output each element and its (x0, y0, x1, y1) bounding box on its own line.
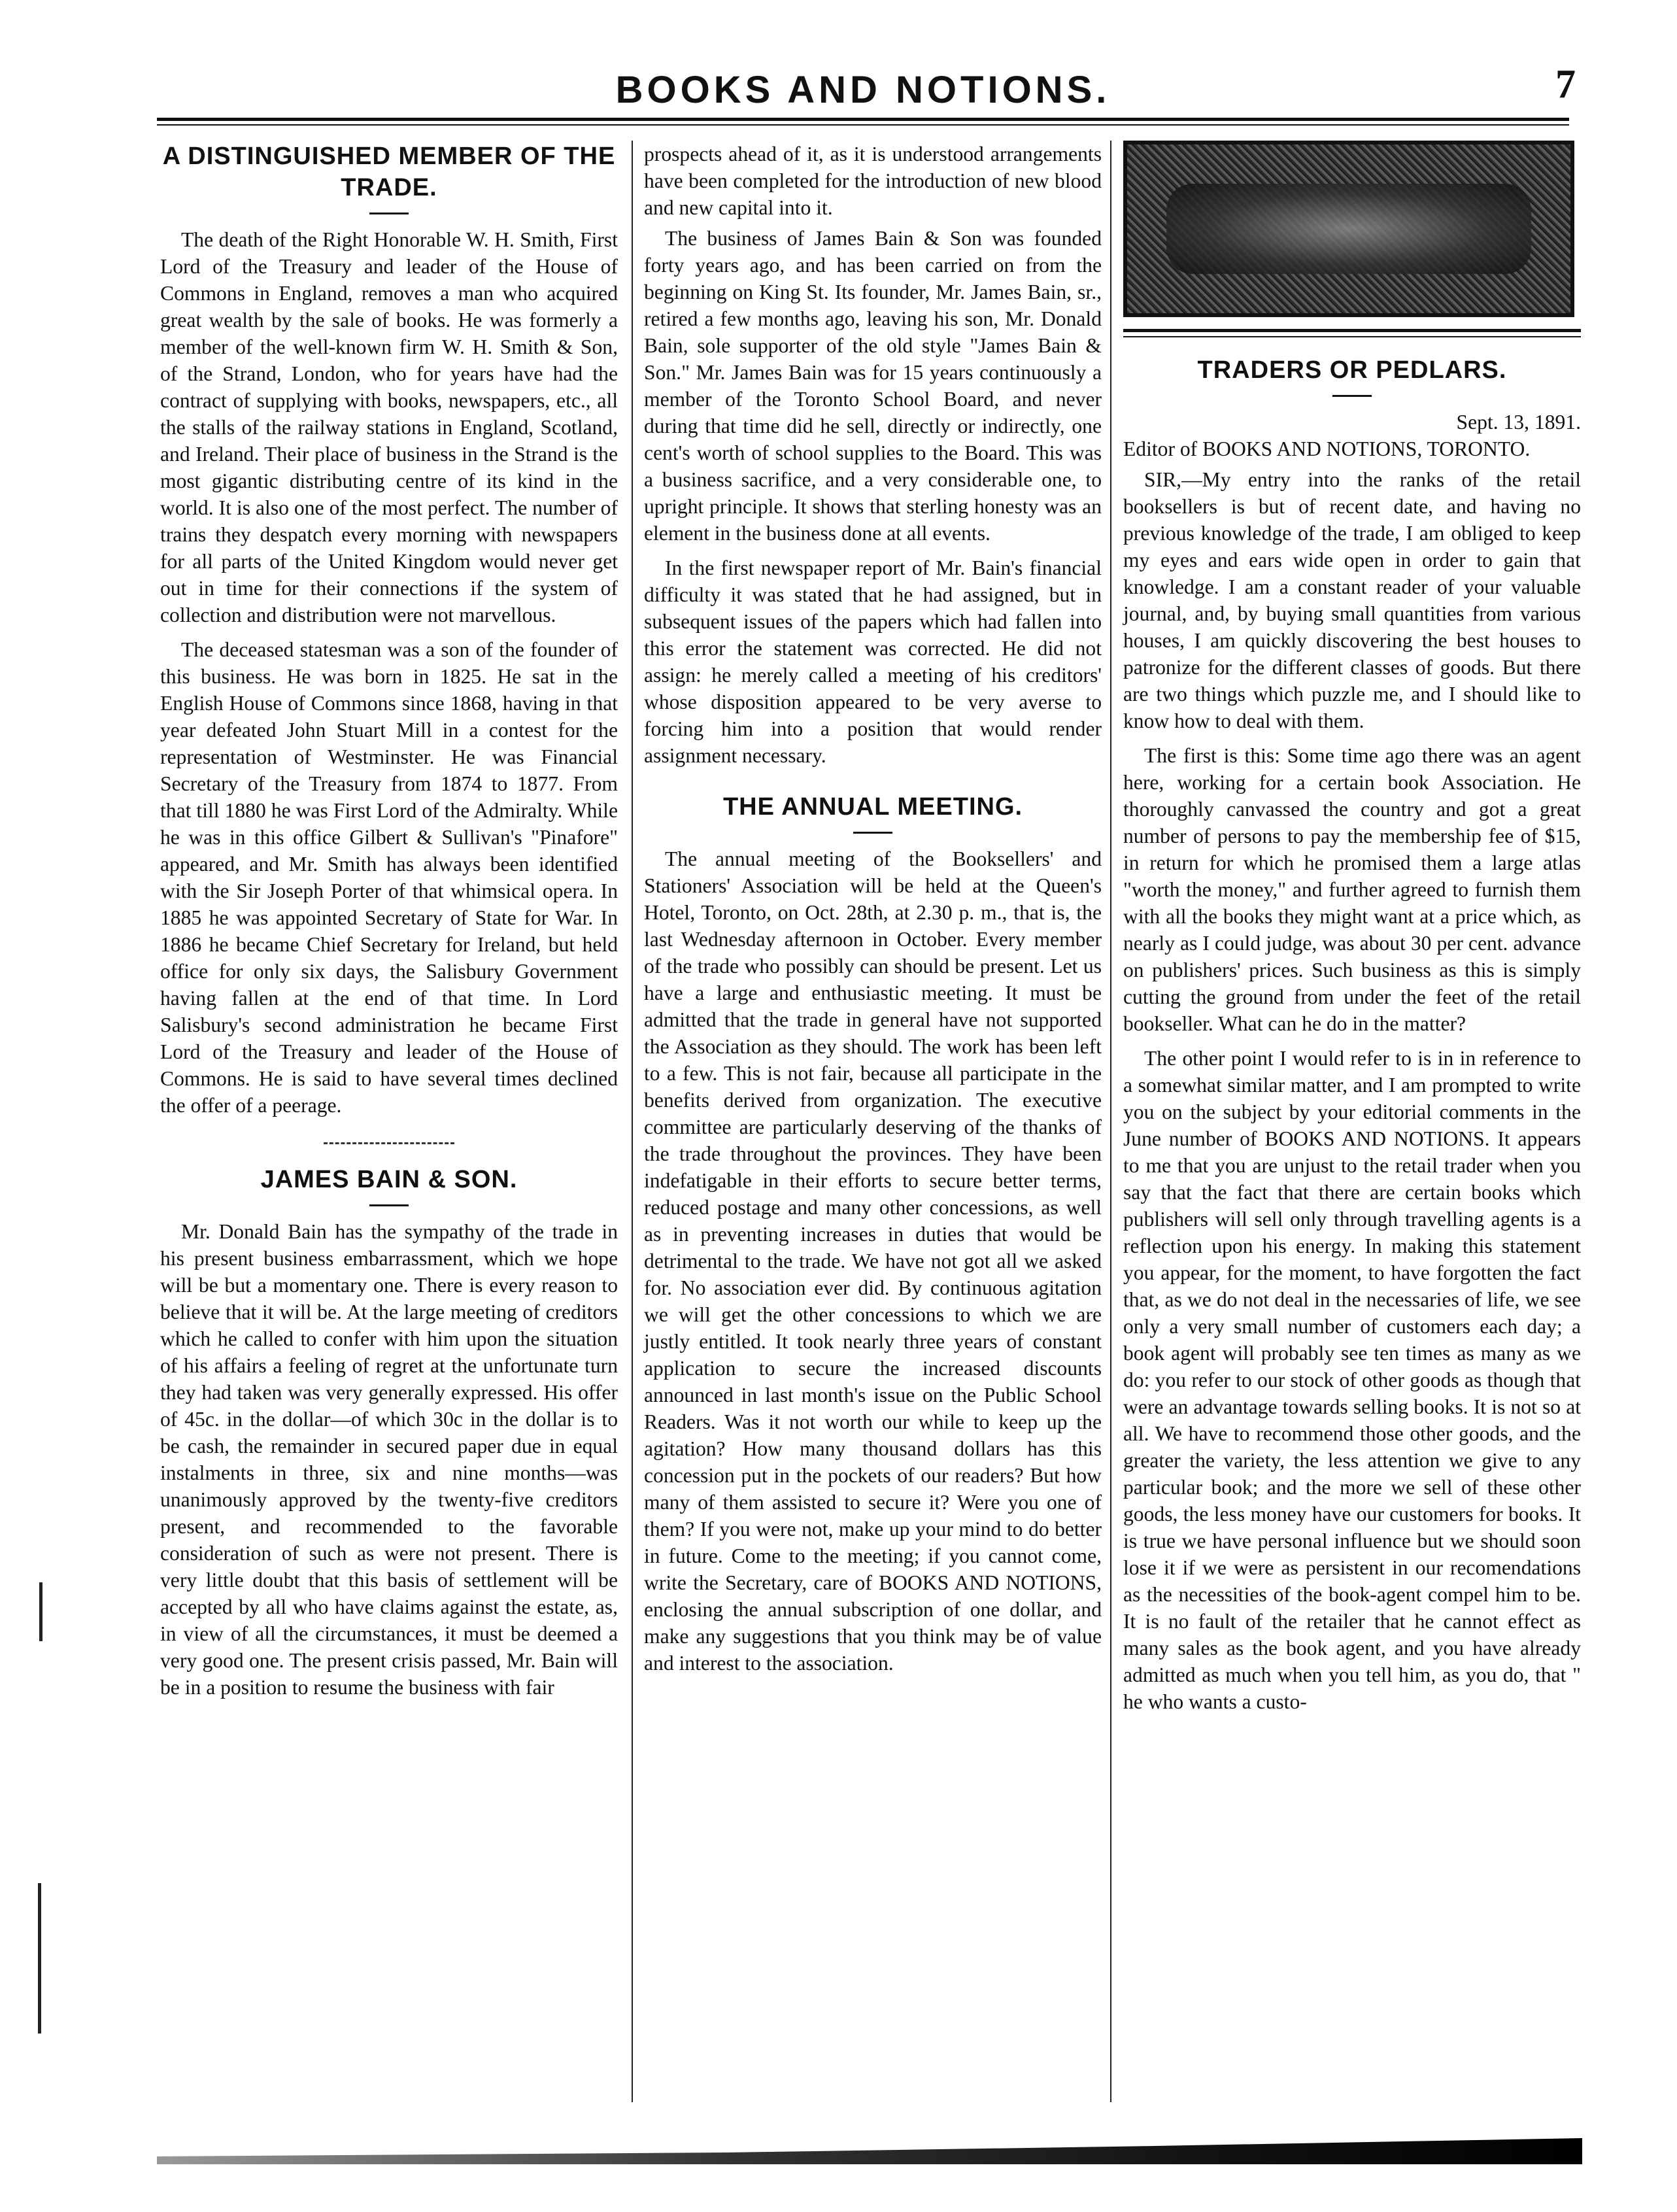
paragraph: SIR,—My entry into the ranks of the retail booksellers is but of recent date, and having no previous knowledge of the trade, I am obliged to keep my eyes and ears wide open in order to gain that knowledge. I am a constant reader of your valuable journal, and, by buying small quantities from various houses, I am quickly discovering the best houses to patronize for the different classes of goods. But there are two things which puzzle me, and I should like to know how to deal with them. (1123, 468, 1581, 732)
column-rule (1110, 141, 1111, 2102)
title-dash (853, 832, 892, 834)
scan-bottom-smudge (157, 2138, 1582, 2164)
correspondence-ornament (1123, 141, 1574, 317)
column-2 (644, 141, 1102, 1684)
scan-margin-mark (38, 1883, 41, 2033)
title-dash (369, 213, 409, 214)
paragraph: The other point I would refer to is in in reference to a somewhat similar matter, and I am prompted to write you on the subject by your editorial comments in the June number of BOOKS AND NOTIONS. It appears to me that you are unjust to the retail trader when you say that the fact that there are certain books which publishers will sell only through travelling agents is a reflection upon his energy. In making this statement you appear, for the moment, to have forgotten the fact that, as we do not deal in the necessaries of life, we see only a very small number of customers each day; a book agent will probably see ten times as many as we do: you refer to our stock of other goods as though that were an advantage towards selling books. It is not so at all. We have to recommend those other goods, and the greater the variety, the less attention we give to any particular book; and the more we sell of these other goods, the less money have our customers for books. It is true we have personal influence but we should soon lose it if we were as persistent in our recomendations as the necessities of the book-agent compel him to be. It is no fault of the retailer that he cannot effect as many sales as the book agent, and you have already admitted as much when you tell him, as you do, that " he who wants a custo- (1123, 1047, 1581, 1713)
title-dash (1332, 395, 1372, 397)
paragraph: The annual meeting of the Booksellers' and Stationers' Association will be held at the Queen's Hotel, Toronto, on Oct. 28th, at 2.30 p. m., that is, the last Wednesday afternoon in October. Every member of the trade who possibly can should be present. Let us have a large and enthusiastic meeting. It must be admitted that the trade in general have not supported the Association as they should. The work has been left to a few. This is not fair, because all participate in the benefits derived from organization. The executive committee are particularly deserving of the thanks of the trade throughout the provinces. They have been indefatigable in their efforts to secure better terms, reduced postage and many other concessions, as well as in preventing increases in duties that would be detrimental to the trade. We have not got all we asked for. No association ever did. By continuous agitation we will get the other concessions to which we are justly entitled. It took nearly three years of constant application to secure the increased discounts announced in last month's issue on the Public School Readers. Was it not worth our while to keep up the agitation? How many thousand dollars has this concession put in the pockets of our readers? But how many of them assisted to secure it? Were you one of them? If you were not, make up your mind to do better in future. Come to the meeting; if you cannot come, write the Secretary, care of BOOKS AND NOTIONS, enclosing the annual subscription of one dollar, and make any suggestions that you think may be of value and interest to the association. (644, 847, 1102, 1675)
dateline: Sept. 13, 1891. (1456, 411, 1581, 434)
spacer (644, 777, 1102, 791)
running-title: BOOKS AND NOTIONS. (615, 69, 1111, 111)
ornament-rule-thin (1123, 336, 1581, 337)
salutation-line: Editor of BOOKS AND NOTIONS, TORONTO. (1123, 437, 1531, 460)
article-title: TRADERS OR PEDLARS. (1197, 356, 1507, 384)
article-title: A DISTINGUISHED MEMBER OF THE TRADE. (162, 143, 616, 201)
article-title: THE ANNUAL MEETING. (722, 793, 1023, 821)
paragraph: The first is this: Some time ago there was an agent here, working for a certain book Association. He thoroughly canvassed the country and got a great number of persons to pay the membership fee of $15, in return for which he promised them a large atlas "worth the money," and further agreed to furnish them with all the books they might want at a price which, as nearly as I could judge, was about 30 per cent. advance on publishers' prices. Such business as this is simply cutting the ground from under the feet of the retail bookseller. What can he do in the matter? (1123, 744, 1581, 1035)
paragraph: The deceased statesman was a son of the founder of this business. He was born in 1825. He sat in the English House of Commons since 1868, having in that year defeated John Stuart Mill in a contest for the representation of Westminster. He was Financial Secretary of the Treasury from 1874 to 1877. From that till 1880 he was First Lord of the Admiralty. While he was in this office Gilbert & Sullivan's "Pinafore" appeared, and Mr. Smith has always been identified with the Sir Joseph Porter of that whimsical opera. In 1885 he was appointed Secretary of State for War. In 1886 he became Chief Secretary for Ireland, but held office for only six days, the Salisbury Government having fallen at the end of that time. In Lord Salisbury's second administration he became First Lord of the Treasury and leader of the House of Commons. He is said to have several times declined the offer of a peerage. (160, 638, 618, 1117)
title-dash (369, 1204, 409, 1206)
article-title: JAMES BAIN & SON. (260, 1166, 518, 1193)
scan-margin-mark (39, 1582, 42, 1641)
column-1 (160, 141, 618, 1709)
ornament-rule (1123, 329, 1581, 332)
paragraph: In the first newspaper report of Mr. Bain's financial difficulty it was stated that he had assigned, but in subsequent issues of the papers which had fallen into this error the statement was corrected. He did not assign: he merely called a meeting of his creditors' whose disposition appeared to be very averse to forcing him into a position that would render assignment necessary. (644, 556, 1102, 767)
paragraph-continued: prospects ahead of it, as it is understood arrangements have been completed for the introduction of new blood and new capital into it. (644, 143, 1102, 219)
running-head (157, 56, 1576, 128)
header-rule-thin (157, 124, 1569, 126)
paragraph: The death of the Right Honorable W. H. Smith, First Lord of the Treasury and leader of the House of Commons in England, removes a man who acquired great wealth by the sale of books. He was formerly a member of the well-known firm W. H. Smith & Son, of the Strand, London, who for years have had the contract of supplying with books, newspapers, etc., all the stalls of the railway stations in England, Scotland, and Ireland. Their place of business in the Strand is the most gigantic distributing centre of its kind in the world. It is also one of the most perfect. The number of trains they despatch every morning with newspapers for all parts of the United Kingdom would never get out in time for their connections if the system of collection and distribution were not marvellous. (160, 228, 618, 626)
column-rule (632, 141, 633, 2102)
column-3 (1123, 141, 1581, 1723)
ornament-lettering (1166, 184, 1531, 274)
paragraph: Mr. Donald Bain has the sympathy of the trade in his present business embarrassment, which we hope will be but a momentary one. There is every reason to believe that it will be. At the large meeting of creditors which he called to confer with him upon the situation of his affairs a feeling of regret at the unfortunate turn they had taken was very generally expressed. His offer of 45c. in the dollar—of which 30c in the dollar is to be cash, the remainder in secured paper due in equal instalments in three, six and nine months—was unanimously approved by the twenty-five creditors present, and recommended to the favorable consideration of such as were not present. There is very little doubt that this basis of settlement will be accepted by all who have claims against the estate, as, in view of all the circumstances, it must be deemed a very good one. The present crisis passed, Mr. Bain will be in a position to resume the business with fair (160, 1220, 618, 1699)
paragraph: The business of James Bain & Son was founded forty years ago, and has been carried on from the beginning on King St. Its founder, Mr. James Bain, sr., retired a few months ago, leaving his son, Mr. Donald Bain, sole supporter of the old style "James Bain & Son." Mr. James Bain was for 15 years continuously a member of the Toronto School Board, and never during that time did he sell, directly or indirectly, one cent's worth of school supplies to the Board. This was a business sacrifice, and a very considerable one, to upright principle. It shows that sterling honesty was an element in the business done at all events. (644, 227, 1102, 545)
section-divider (324, 1142, 454, 1144)
page-number: 7 (1555, 62, 1576, 107)
header-rule (157, 118, 1569, 121)
